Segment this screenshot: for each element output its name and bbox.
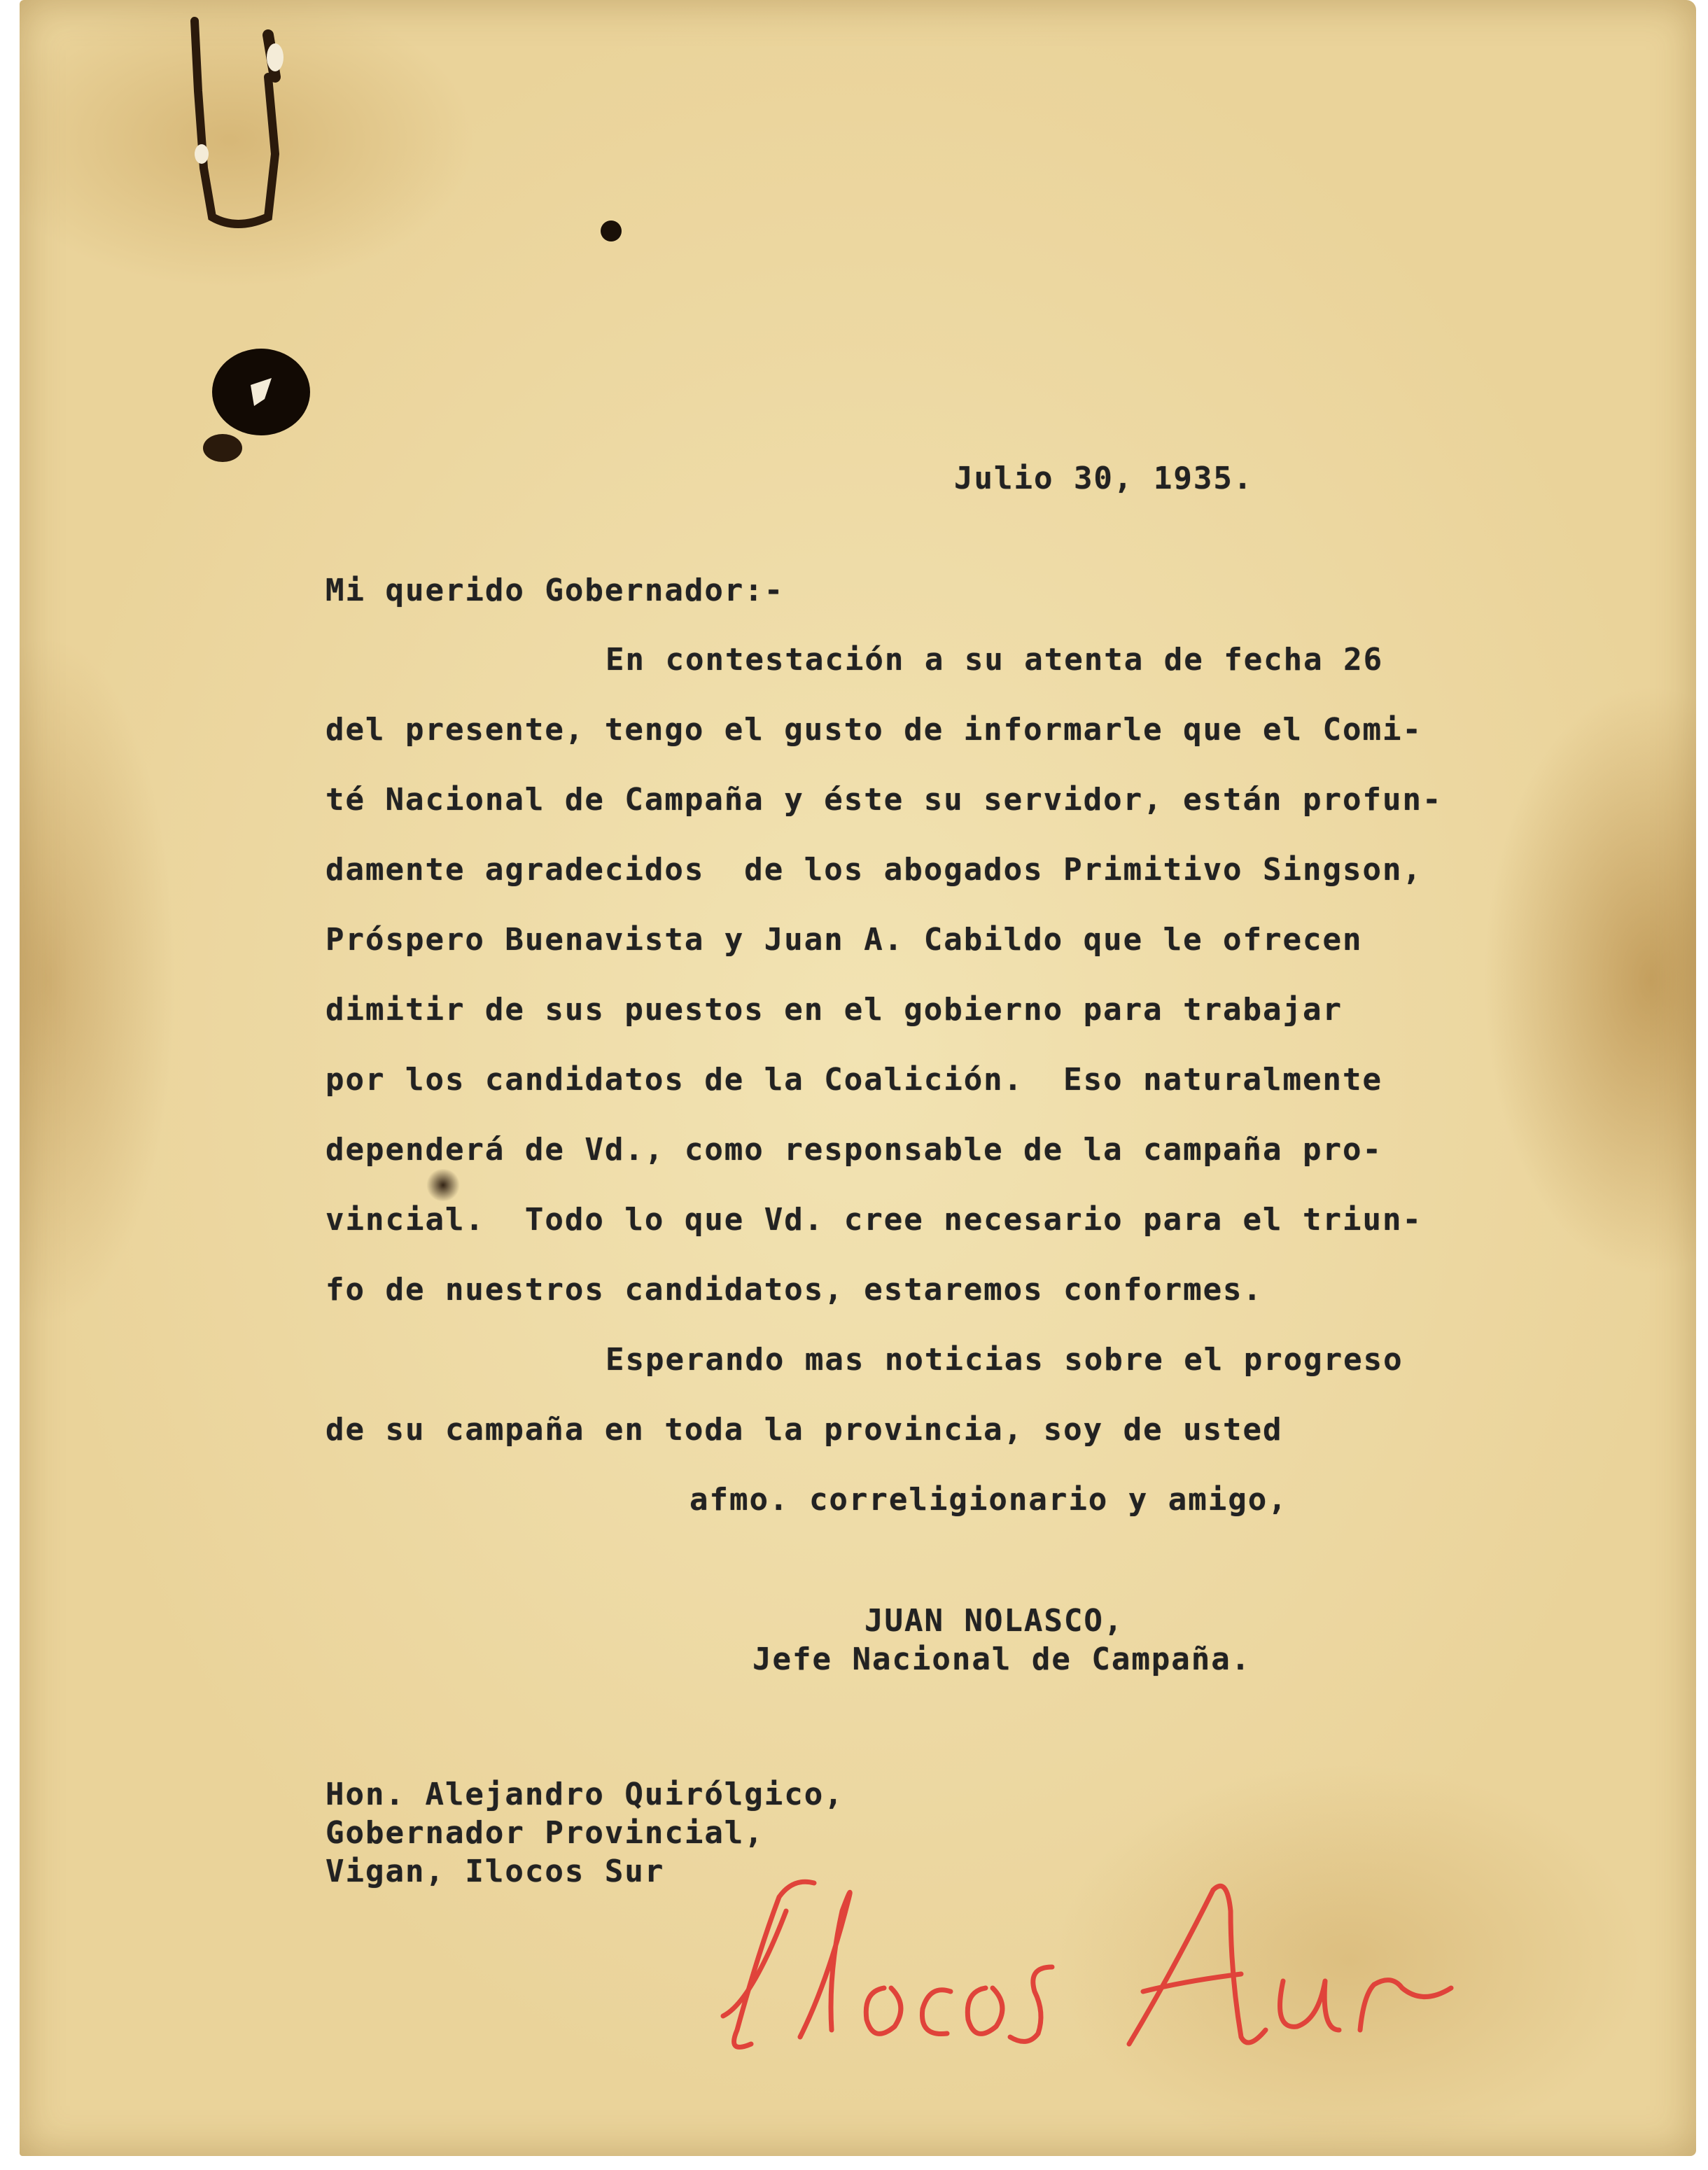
ink-dot-mark: [601, 220, 622, 241]
body-line: dependerá de Vd., como responsable de la campaña pro-: [326, 1132, 1382, 1168]
body-line: En contestación a su atenta de fecha 26: [606, 642, 1384, 678]
recipient-line: Hon. Alejandro Quirólgico,: [326, 1777, 844, 1812]
signature-name: JUAN NOLASCO,: [864, 1603, 1124, 1639]
letter-paper: [20, 0, 1696, 2156]
body-line: de su campaña en toda la provincia, soy de usted: [326, 1412, 1283, 1448]
body-line: vincial. Todo lo que Vd. cree necesario para el triun-: [326, 1202, 1422, 1238]
body-line: damente agradecidos de los abogados Primitivo Singson,: [326, 852, 1422, 888]
body-line: del presente, tengo el gusto de informarle que el Comi-: [326, 712, 1422, 748]
signature-title: Jefe Nacional de Campaña.: [752, 1642, 1252, 1677]
letter-salutation: Mi querido Gobernador:-: [326, 573, 785, 608]
handwritten-ilocos-sur-note: [709, 1869, 1507, 2065]
body-line: Esperando mas noticias sobre el progreso: [606, 1342, 1404, 1378]
body-line: té Nacional de Campaña y éste su servidor, están profun-: [326, 782, 1443, 818]
ink-smudge-mark: [426, 1169, 461, 1201]
recipient-line: Gobernador Provincial,: [326, 1815, 764, 1851]
letter-date: Julio 30, 1935.: [954, 461, 1254, 496]
closing-line: afmo. correligionario y amigo,: [690, 1482, 1288, 1518]
body-line: dimitir de sus puestos en el gobierno para trabajar: [326, 992, 1343, 1028]
body-line: por los candidatos de la Coalición. Eso naturalmente: [326, 1062, 1382, 1098]
body-line: Próspero Buenavista y Juan A. Cabildo que le ofrecen: [326, 922, 1363, 958]
archive-footer-strip: [0, 2156, 1708, 2170]
body-line: fo de nuestros candidatos, estaremos conformes.: [326, 1272, 1264, 1308]
recipient-line: Vigan, Ilocos Sur: [326, 1854, 665, 1889]
staple-hole-marks: [170, 7, 310, 238]
burn-hole-mark: [195, 336, 321, 469]
